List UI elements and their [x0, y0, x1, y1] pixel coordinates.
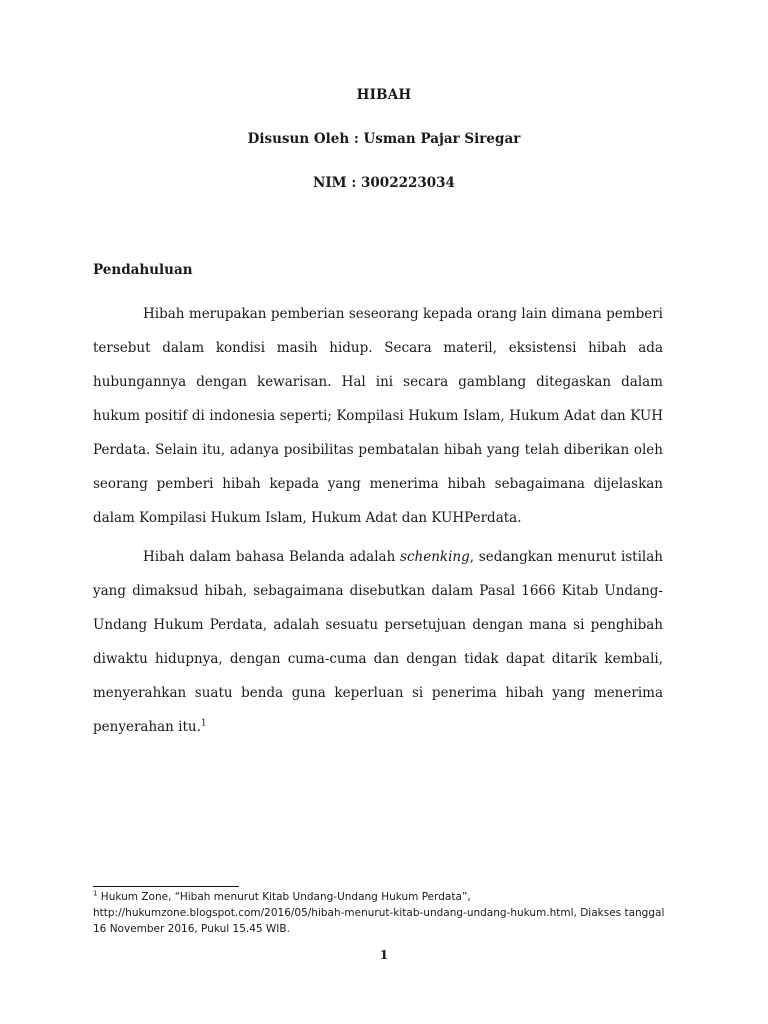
footnote-separator: [93, 886, 239, 887]
footnote-text: Hukum Zone, “Hibah menurut Kitab Undang-Undang Hukum Perdata”, http://hukumzone.blogspot.com/2016/05/hibah-menurut-kitab-undang-undang-hukum.html, Diakses tanggal 16 November 2016, Pukul 15.45 WIB.: [93, 891, 665, 935]
paragraph-2: [93, 540, 663, 744]
paragraph-2-text: [93, 540, 663, 744]
page-number: 1: [379, 947, 389, 962]
paragraph-2-text-start: Hibah dalam bahasa Belanda adalah: [143, 549, 401, 565]
section-heading: Pendahuluan: [93, 262, 193, 278]
nim-line: NIM : 3002223034: [313, 175, 455, 191]
document-title: HIBAH: [356, 87, 412, 103]
footnote-reference[interactable]: 1: [200, 718, 207, 729]
italic-term: schenking: [400, 549, 470, 565]
author-line: Disusun Oleh : Usman Pajar Siregar: [247, 131, 521, 147]
footnote: [93, 889, 673, 937]
paragraph-2-text-end: , sedangkan menurut istilah yang dimaksud hibah, sebagaimana disebutkan dalam Pasal 1666 Kitab Undang-Undang Hukum Perdata, adalah sesuatu persetujuan dengan mana si penghibah diwaktu hidupnya, dengan cuma-cuma dan dengan tidak dapat ditarik kembali, menyerahkan suatu benda guna keperluan si penerima hibah yang menerima penyerahan itu.: [93, 549, 663, 735]
paragraph-1: [93, 297, 663, 535]
footnote-marker: 1: [93, 889, 98, 898]
paragraph-1-text: Hibah merupakan pemberian seseorang kepada orang lain dimana pemberi tersebut dalam kondisi masih hidup. Secara materil, eksistensi hibah ada hubungannya dengan kewarisan. Hal ini secara gamblang ditegaskan dalam hukum positif di indonesia seperti; Kompilasi Hukum Islam, Hukum Adat dan KUH Perdata. Selain itu, adanya posibilitas pembatalan hibah yang telah diberikan oleh seorang pemberi hibah kepada yang menerima hibah sebagaimana dijelaskan dalam Kompilasi Hukum Islam, Hukum Adat dan KUHPerdata.: [93, 306, 663, 526]
